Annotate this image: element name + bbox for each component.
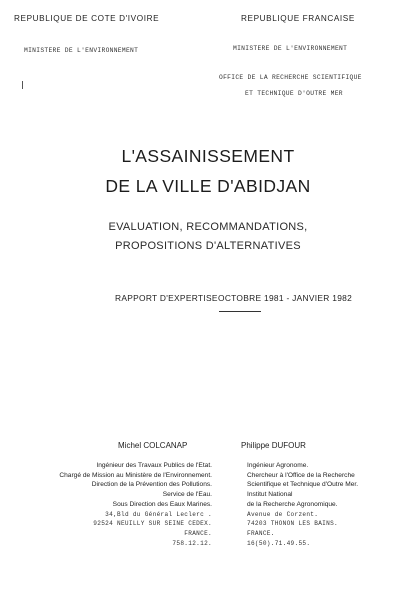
subtitle-line2: PROPOSITIONS D'ALTERNATIVES (115, 240, 301, 252)
author-left-line: Sous Direction des Eaux Marines. (112, 500, 212, 508)
margin-mark (22, 81, 23, 89)
header-left-country: REPUBLIQUE DE COTE D'IVOIRE (14, 14, 160, 23)
author-right-line: 74203 THONON LES BAINS. (247, 520, 339, 528)
author-right-line: Avenue de Corzent. (247, 510, 319, 518)
author-right-line: FRANCE. (247, 529, 275, 537)
report-period: OCTOBRE 1981 - JANVIER 1982 (218, 293, 353, 303)
author-right-name: Philippe DUFOUR (241, 441, 306, 450)
author-right-line: Scientifique et Technique d'Outre Mer. (247, 481, 359, 489)
author-left-line: Chargé de Mission au Ministère de l'Environnement. (59, 471, 212, 479)
report-label: RAPPORT D'EXPERTISE (115, 293, 218, 303)
author-left-line: Direction de la Prévention des Pollutions. (91, 481, 212, 489)
author-right-affiliation (247, 461, 358, 548)
author-left-line: 92524 NEUILLY SUR SEINE CEDEX. (93, 520, 212, 528)
author-right-line: 16(50).71.49.55. (247, 539, 311, 547)
underline-rule (219, 311, 261, 312)
author-right-line: Institut National (247, 491, 293, 499)
author-left-line: FRANCE. (184, 529, 212, 537)
header-right-ministry: MINISTERE DE L'ENVIRONNEMENT (233, 45, 348, 52)
author-left-line: 34,Bld du Général Leclerc . (105, 510, 212, 518)
author-left-affiliation (0, 461, 212, 548)
subtitle-line1: EVALUATION, RECOMMANDATIONS, (108, 221, 308, 233)
author-left-line: Service de l'Eau. (162, 491, 212, 499)
header-right-office-line2: ET TECHNIQUE D'OUTRE MER (245, 90, 343, 97)
author-right-line: Chercheur à l'Office de la Recherche (247, 471, 355, 479)
author-left-line: Ingénieur des Travaux Publics de l'Etat. (96, 462, 212, 469)
title-line1: L'ASSAINISSEMENT (121, 146, 295, 166)
header-right-country: REPUBLIQUE FRANCAISE (241, 14, 355, 23)
header-left-ministry: MINISTERE DE L'ENVIRONNEMENT (24, 47, 139, 54)
author-right-line: de la Recherche Agronomique. (247, 500, 338, 508)
header-right-office-line1: OFFICE DE LA RECHERCHE SCIENTIFIQUE (219, 74, 362, 81)
author-right-line: Ingénieur Agronome. (247, 462, 309, 469)
author-left-name: Michel COLCANAP (118, 441, 188, 450)
title-line2: DE LA VILLE D'ABIDJAN (105, 176, 311, 196)
author-left-line: 758.12.12. (172, 539, 212, 547)
